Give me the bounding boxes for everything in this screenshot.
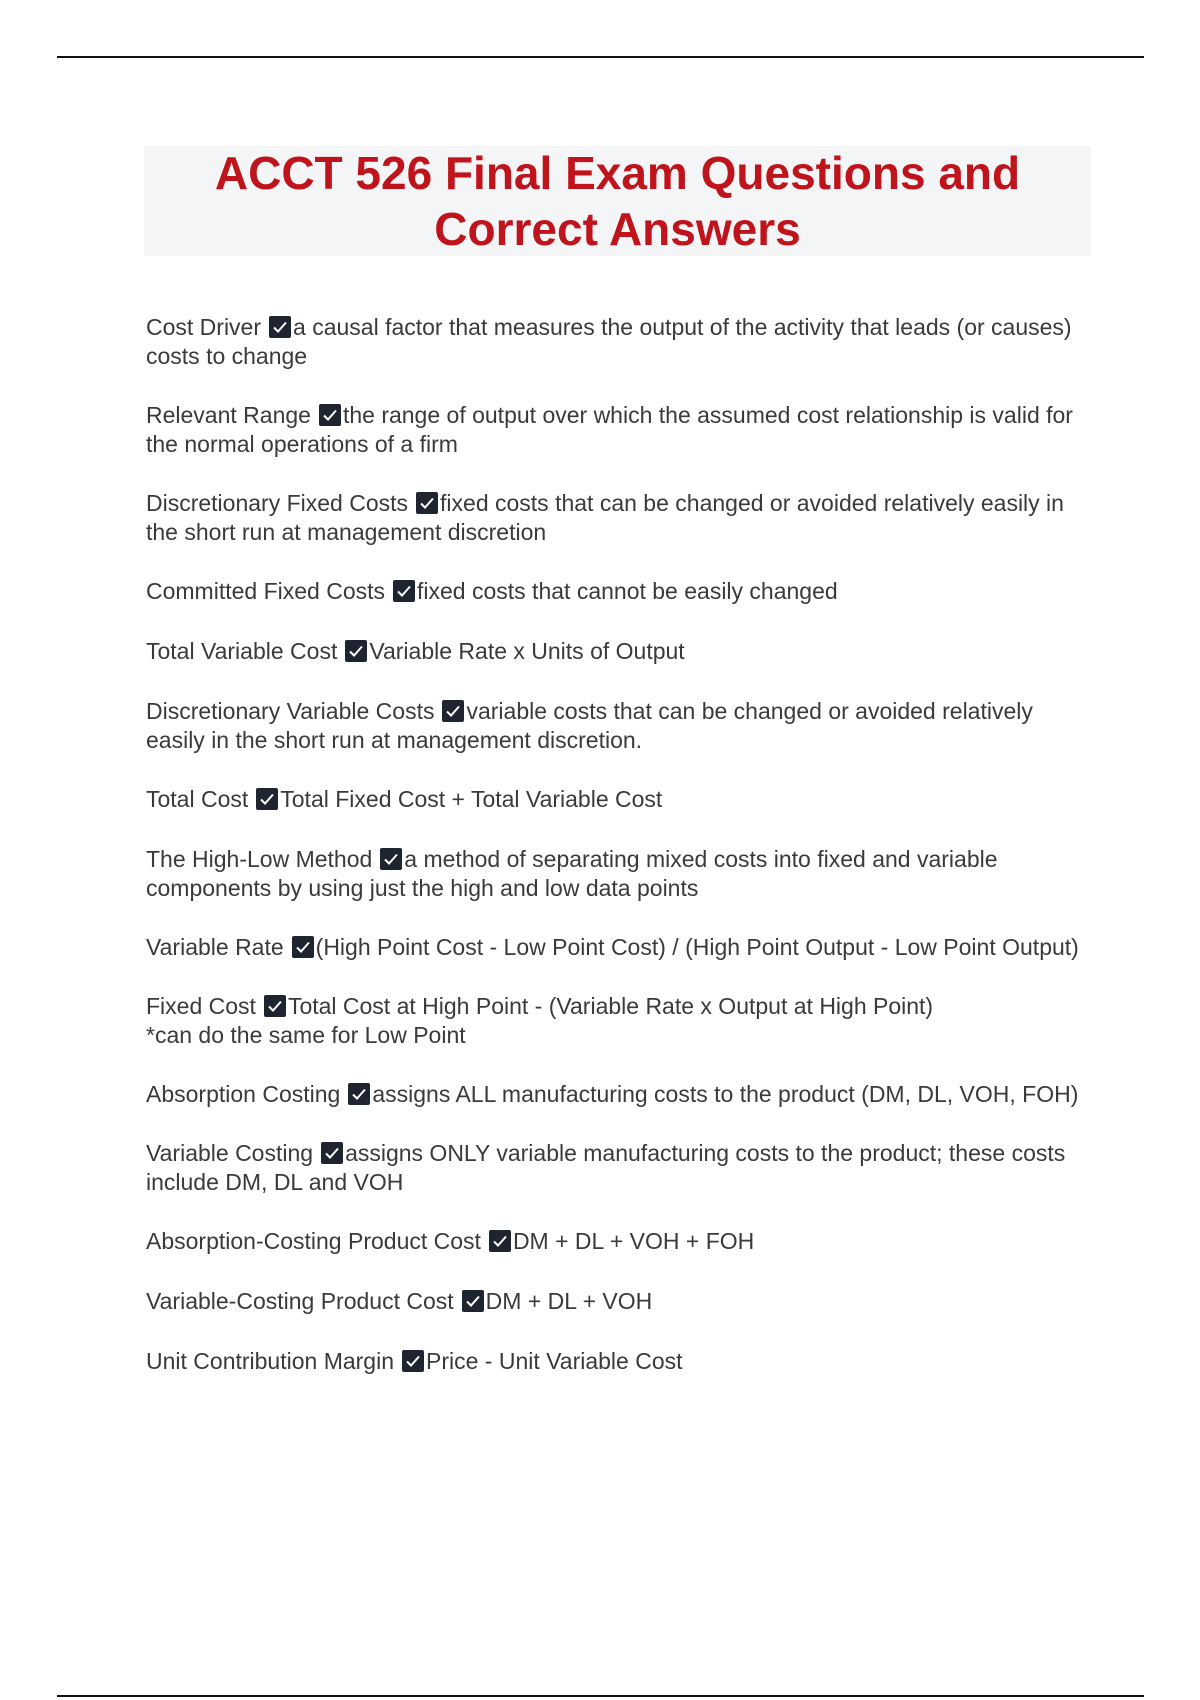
qa-item: [146, 992, 1096, 1050]
qa-answer: a causal factor that measures the output of the activity that leads (or causes) costs to change: [146, 314, 1072, 369]
qa-note: *can do the same for Low Point: [146, 1022, 466, 1048]
qa-answer: (High Point Cost - Low Point Cost) / (High Point Output - Low Point Output): [315, 934, 1079, 960]
qa-term: Unit Contribution Margin: [146, 1348, 395, 1374]
qa-item: [146, 401, 1096, 459]
qa-answer: DM + DL + VOH: [485, 1288, 653, 1314]
qa-term: The High-Low Method: [146, 846, 373, 872]
qa-term: Absorption Costing: [146, 1081, 341, 1107]
qa-item: [146, 697, 1096, 755]
qa-term: Discretionary Variable Costs: [146, 698, 435, 724]
top-rule: [57, 56, 1144, 58]
qa-item: [146, 577, 1096, 606]
qa-term: Committed Fixed Costs: [146, 578, 386, 604]
check-mark-icon: [292, 936, 314, 958]
qa-answer: variable costs that can be changed or avoided relatively easily in the short run at management discretion.: [146, 698, 1033, 753]
qa-term: Variable Rate: [146, 934, 284, 960]
qa-item: [146, 933, 1096, 962]
qa-answer: the range of output over which the assumed cost relationship is valid for the normal operations of a firm: [146, 402, 1073, 457]
check-mark-icon: [462, 1290, 484, 1312]
check-mark-icon: [345, 640, 367, 662]
qa-term: Discretionary Fixed Costs: [146, 490, 409, 516]
qa-term: Cost Driver: [146, 314, 262, 340]
qa-answer: Total Fixed Cost + Total Variable Cost: [280, 786, 663, 812]
check-mark-icon: [269, 316, 291, 338]
qa-item: [146, 1347, 1096, 1376]
check-mark-icon: [489, 1230, 511, 1252]
qa-term: Total Variable Cost: [146, 638, 338, 664]
check-mark-icon: [319, 404, 341, 426]
document-title: ACCT 526 Final Exam Questions and Correct Answers: [214, 147, 1021, 255]
qa-term: Total Cost: [146, 786, 249, 812]
qa-answer: Total Cost at High Point - (Variable Rate x Output at High Point): [287, 993, 934, 1019]
bottom-rule: [57, 1695, 1144, 1697]
qa-answer: fixed costs that can be changed or avoided relatively easily in the short run at management discretion: [146, 490, 1064, 545]
qa-answer: assigns ONLY variable manufacturing costs to the product; these costs include DM, DL and VOH: [146, 1140, 1066, 1195]
qa-term: Variable-Costing Product Cost: [146, 1288, 454, 1314]
qa-item: [146, 637, 1096, 666]
check-mark-icon: [442, 700, 464, 722]
qa-term: Variable Costing: [146, 1140, 314, 1166]
title-banner: [144, 146, 1091, 256]
check-mark-icon: [393, 580, 415, 602]
qa-item: [146, 1080, 1096, 1109]
qa-answer: Variable Rate x Units of Output: [369, 638, 685, 664]
check-mark-icon: [256, 788, 278, 810]
check-mark-icon: [348, 1083, 370, 1105]
qa-item: [146, 1287, 1096, 1316]
qa-answer: assigns ALL manufacturing costs to the product (DM, DL, VOH, FOH): [372, 1081, 1079, 1107]
qa-item: [146, 313, 1096, 371]
check-mark-icon: [321, 1142, 343, 1164]
check-mark-icon: [380, 848, 402, 870]
qa-answer: Price - Unit Variable Cost: [426, 1348, 683, 1374]
qa-item: [146, 1227, 1096, 1256]
check-mark-icon: [402, 1350, 424, 1372]
qa-item: [146, 489, 1096, 547]
qa-item: [146, 845, 1096, 903]
check-mark-icon: [264, 995, 286, 1017]
qa-answer: DM + DL + VOH + FOH: [512, 1228, 755, 1254]
qa-item: [146, 1139, 1096, 1197]
qa-term: Relevant Range: [146, 402, 311, 428]
qa-answer: a method of separating mixed costs into fixed and variable components by using just the high and low data points: [146, 846, 998, 901]
qa-answer: fixed costs that cannot be easily changed: [417, 578, 838, 604]
qa-item: [146, 785, 1096, 814]
check-mark-icon: [416, 492, 438, 514]
qa-list: [146, 313, 1096, 1407]
qa-term: Absorption-Costing Product Cost: [146, 1228, 481, 1254]
qa-term: Fixed Cost: [146, 993, 256, 1019]
